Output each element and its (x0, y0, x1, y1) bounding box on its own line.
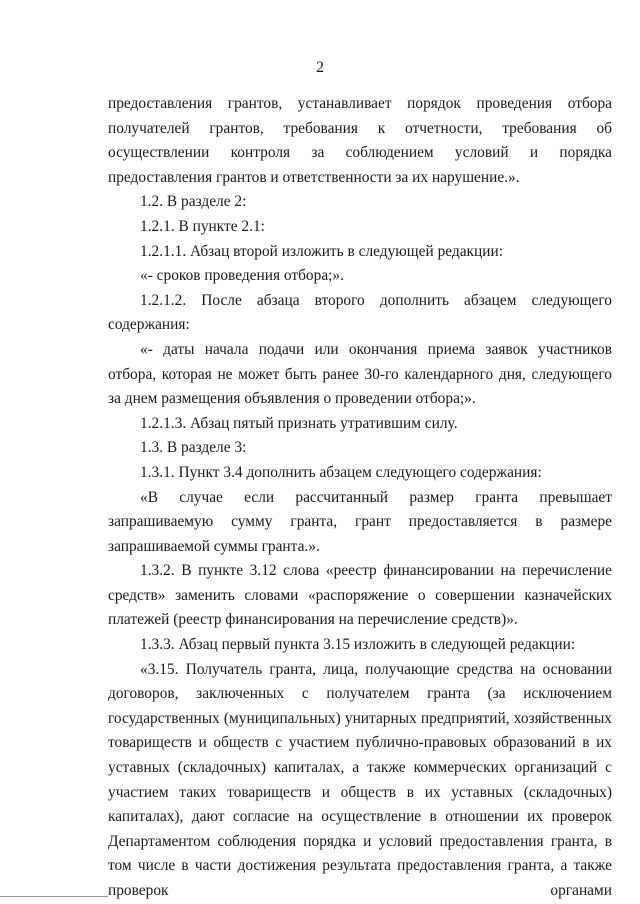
document-body (108, 92, 612, 904)
paragraph: 1.2.1. В пункте 2.1: (140, 217, 265, 235)
page-number: 2 (316, 59, 324, 76)
paragraph: 1.2.1.1. Абзац второй изложить в следующей редакции: (140, 242, 504, 260)
paragraph: «- даты начала подачи или окончания приема заявок участников отбора, которая не может быть ранее 30-го календарного дня, следующего за днем размещения объявления о проведении отбора;». (108, 340, 612, 408)
paragraph: 1.3. В разделе 3: (140, 439, 247, 457)
scan-edge-line (0, 896, 108, 897)
paragraph: 1.2. В разделе 2: (140, 193, 247, 211)
paragraph: «- сроков проведения отбора;». (140, 267, 344, 285)
paragraph: 1.2.1.3. Абзац пятый признать утратившим силу. (140, 414, 458, 432)
paragraph: предоставления грантов, устанавливает порядок проведения отбора получателей грантов, требования к отчетности, требования об осуществлении контроля за соблюдением условий и порядка предоставления грантов и ответственности за их нарушение.». (108, 95, 612, 186)
paragraph: «В случае если рассчитанный размер гранта превышает запрашиваемую сумму гранта, грант предоставляется в размере запрашиваемой суммы гранта.». (108, 488, 612, 555)
paragraph: 1.3.3. Абзац первый пункта 3.15 изложить в следующей редакции: (140, 636, 576, 654)
paragraph: 1.3.1. Пункт 3.4 дополнить абзацем следующего содержания: (140, 463, 542, 481)
paragraph: 1.2.1.2. После абзаца второго дополнить абзацем следующего содержания: (108, 291, 612, 334)
paragraph: 1.3.2. В пункте 3.12 слова «реестр финансировании на перечисление средств» заменить словами «распоряжение о совершении казначейских платежей (реестр финансирования на перечисление средств)». (108, 562, 612, 629)
paragraph: «3.15. Получатель гранта, лица, получающие средства на основании договоров, заключенных с получателем гранта (за исключением государственных (муниципальных) унитарных предприятий, хозяйственных товариществ и обществ с участием публично-правовых образований в их уставных (складочных) капиталах, а также коммерческих организаций с участием таких товариществ и обществ в их уставных (складочных) капиталах), дают согласие на осуществление в отношении их проверок Департаментом соблюдения порядка и условий предоставления гранта, в том числе в части достижения результата предоставления гранта, а также проверок органами (108, 660, 612, 899)
